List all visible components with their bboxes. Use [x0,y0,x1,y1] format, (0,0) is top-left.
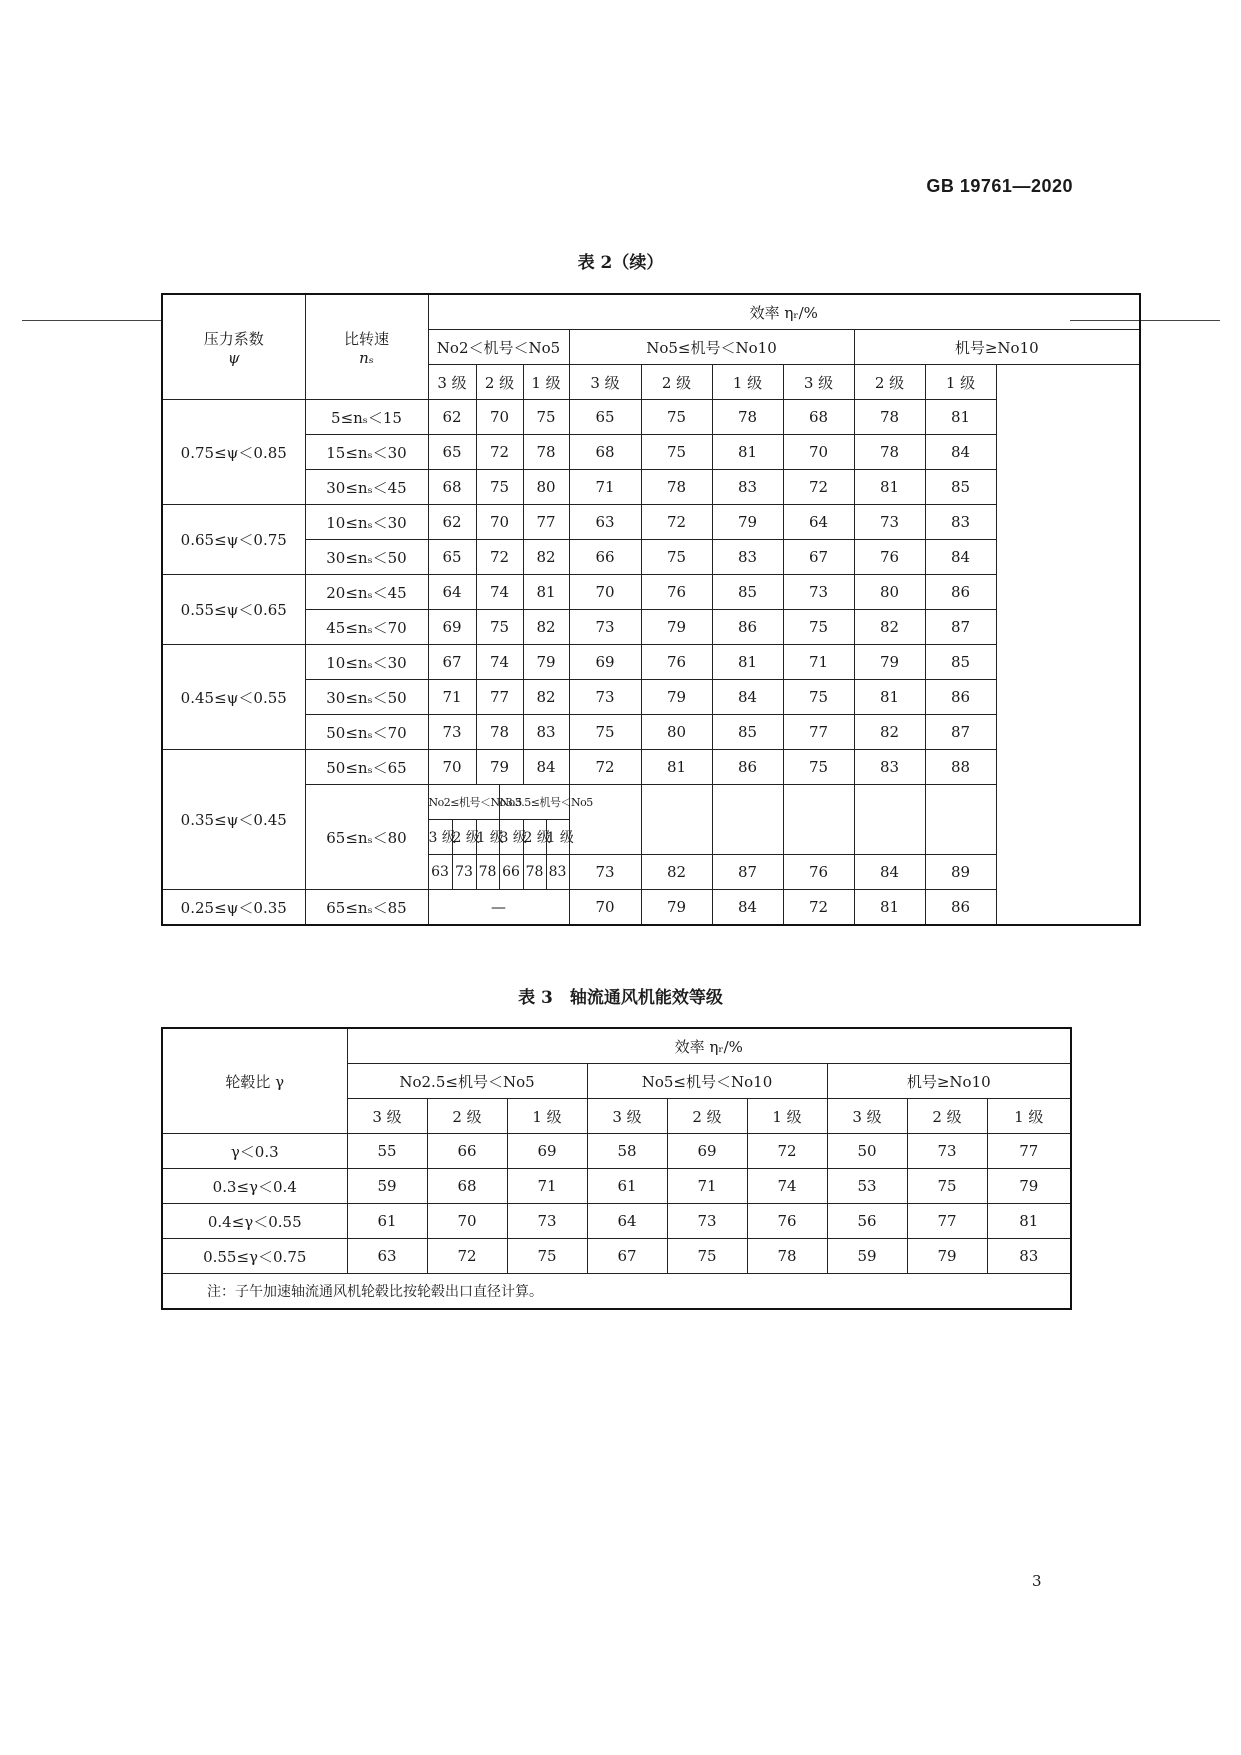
efficiency-value: 81 [712,645,783,680]
speed-range: 10≤nₛ＜30 [305,505,428,540]
efficiency-value: 78 [854,400,925,435]
efficiency-value: 81 [854,680,925,715]
efficiency-value: 76 [783,855,854,890]
efficiency-value: 80 [523,470,569,505]
header-grade: 3 级 [827,1099,907,1134]
efficiency-value: 64 [587,1204,667,1239]
pressure-range: 0.75≤ψ＜0.85 [162,400,305,505]
efficiency-value: 72 [747,1134,827,1169]
pressure-range: 0.35≤ψ＜0.45 [162,750,305,890]
efficiency-value: 55 [347,1134,427,1169]
speed-range: 30≤nₛ＜50 [305,680,428,715]
efficiency-value: 73 [569,680,641,715]
not-applicable-dash: — [428,890,569,926]
header-group: No2.5≤机号＜No5 [347,1064,587,1099]
efficiency-value: 68 [783,400,854,435]
efficiency-value: 79 [641,680,712,715]
efficiency-value: 63 [428,855,452,890]
efficiency-value: 75 [907,1169,987,1204]
header-grade: 1 级 [987,1099,1071,1134]
table-row [162,610,1140,645]
efficiency-value: 86 [712,610,783,645]
efficiency-value: 74 [476,575,523,610]
speed-range: 30≤nₛ＜45 [305,470,428,505]
efficiency-value: 79 [641,610,712,645]
pressure-symbol: ψ [227,348,240,367]
empty-cell [854,785,925,855]
efficiency-value: 78 [476,855,499,890]
table3-caption: 表 3 轴流通风机能效等级 [518,988,723,1008]
efficiency-value: 80 [641,715,712,750]
efficiency-value: 79 [641,890,712,926]
page-number: 3 [1032,1572,1042,1590]
speed-range: 5≤nₛ＜15 [305,400,428,435]
efficiency-value: 79 [523,645,569,680]
pressure-range: 0.65≤ψ＜0.75 [162,505,305,575]
header-grade: 3 级 [569,365,641,400]
efficiency-value: 73 [428,715,476,750]
pressure-range: 0.25≤ψ＜0.35 [162,890,305,926]
empty-cell [783,785,854,855]
efficiency-value: 78 [523,855,546,890]
efficiency-value: 69 [507,1134,587,1169]
efficiency-value: 71 [507,1169,587,1204]
efficiency-value: 86 [925,680,996,715]
hub-ratio-range: 0.3≤γ＜0.4 [162,1169,347,1204]
efficiency-value: 66 [427,1134,507,1169]
header-row [162,294,1140,330]
efficiency-value: 68 [428,470,476,505]
efficiency-value: 84 [712,890,783,926]
table-row [162,540,1140,575]
efficiency-value: 89 [925,855,996,890]
efficiency-value: 82 [523,680,569,715]
efficiency-value: 65 [569,400,641,435]
efficiency-value: 71 [428,680,476,715]
table-note: 注：子午加速轴流通风机轮毂比按轮毂出口直径计算。 [162,1274,1071,1310]
table-row [162,435,1140,470]
efficiency-value: 81 [854,890,925,926]
efficiency-value: 74 [476,645,523,680]
efficiency-value: 70 [569,890,641,926]
efficiency-value: 88 [925,750,996,785]
efficiency-value: 65 [428,435,476,470]
efficiency-value: 77 [987,1134,1071,1169]
efficiency-value: 87 [712,855,783,890]
sub-grade-header: 1 级 [546,820,569,855]
efficiency-value: 75 [523,400,569,435]
efficiency-value: 53 [827,1169,907,1204]
speed-range: 50≤nₛ＜70 [305,715,428,750]
efficiency-value: 82 [854,610,925,645]
table-row [162,1239,1071,1274]
efficiency-value: 75 [783,610,854,645]
efficiency-value: 75 [641,435,712,470]
sub-grade-header: 2 级 [523,820,546,855]
efficiency-value: 80 [854,575,925,610]
sub-group-header: No2≤机号＜No3.5 [428,785,499,820]
efficiency-value: 87 [925,715,996,750]
efficiency-value: 81 [523,575,569,610]
efficiency-value: 66 [569,540,641,575]
efficiency-value: 68 [569,435,641,470]
table-row [162,1134,1071,1169]
hub-ratio-range: γ＜0.3 [162,1134,347,1169]
efficiency-value: 79 [712,505,783,540]
header-grade: 3 级 [587,1099,667,1134]
table-row [162,400,1140,435]
efficiency-value: 58 [587,1134,667,1169]
header-group: No2＜机号＜No5 [428,330,569,365]
efficiency-value: 78 [476,715,523,750]
margin-rule-left [22,320,161,321]
efficiency-value: 75 [569,715,641,750]
efficiency-value: 72 [476,540,523,575]
efficiency-value: 62 [428,505,476,540]
efficiency-value: 86 [925,890,996,926]
efficiency-value: 72 [783,890,854,926]
header-grade: 2 级 [907,1099,987,1134]
table-row [162,645,1140,680]
efficiency-value: 78 [747,1239,827,1274]
speed-range: 45≤nₛ＜70 [305,610,428,645]
efficiency-value: 73 [667,1204,747,1239]
empty-cell [712,785,783,855]
efficiency-value: 82 [523,540,569,575]
efficiency-value: 62 [428,400,476,435]
header-efficiency: 效率 ηᵣ/% [428,294,1140,330]
efficiency-value: 70 [783,435,854,470]
header-grade: 1 级 [747,1099,827,1134]
header-grade: 3 级 [783,365,854,400]
header-grade: 1 级 [712,365,783,400]
efficiency-value: 70 [569,575,641,610]
efficiency-value: 83 [854,750,925,785]
efficiency-value: 67 [587,1239,667,1274]
efficiency-value: 75 [507,1239,587,1274]
header-grade: 3 级 [428,365,476,400]
efficiency-value: 71 [569,470,641,505]
efficiency-value: 70 [476,505,523,540]
efficiency-value: 79 [476,750,523,785]
speed-range: 65≤nₛ＜85 [305,890,428,926]
efficiency-value: 82 [523,610,569,645]
efficiency-value: 77 [907,1204,987,1239]
efficiency-value: 70 [428,750,476,785]
speed-label: 比转速 [343,329,389,348]
efficiency-value: 59 [347,1169,427,1204]
efficiency-value: 82 [641,855,712,890]
efficiency-value: 75 [641,400,712,435]
efficiency-value: 72 [641,505,712,540]
efficiency-value: 75 [641,540,712,575]
efficiency-value: 64 [783,505,854,540]
efficiency-value: 86 [925,575,996,610]
efficiency-value: 75 [476,610,523,645]
sub-group-header: No3.5≤机号＜No5 [499,785,569,820]
table-row [162,1169,1071,1204]
table-row [162,575,1140,610]
efficiency-value: 74 [747,1169,827,1204]
efficiency-value: 65 [428,540,476,575]
speed-range: 65≤nₛ＜80 [305,785,428,890]
efficiency-value: 73 [507,1204,587,1239]
efficiency-value: 81 [987,1204,1071,1239]
efficiency-value: 73 [569,610,641,645]
efficiency-value: 84 [925,540,996,575]
header-grade: 2 级 [667,1099,747,1134]
efficiency-value: 63 [569,505,641,540]
efficiency-value: 85 [712,575,783,610]
header-grade: 1 级 [507,1099,587,1134]
sub-grade-header: 3 级 [499,820,523,855]
efficiency-value: 63 [347,1239,427,1274]
efficiency-value: 77 [523,505,569,540]
efficiency-value: 78 [641,470,712,505]
efficiency-value: 76 [747,1204,827,1239]
speed-range: 50≤nₛ＜65 [305,750,428,785]
sub-grade-header: 2 级 [452,820,476,855]
efficiency-value: 75 [783,750,854,785]
efficiency-value: 69 [667,1134,747,1169]
efficiency-value: 78 [712,400,783,435]
efficiency-value: 83 [712,540,783,575]
efficiency-value: 83 [925,505,996,540]
table-row [162,785,1140,820]
efficiency-value: 87 [925,610,996,645]
speed-range: 30≤nₛ＜50 [305,540,428,575]
header-group: 机号≥No10 [827,1064,1071,1099]
header-group: No5≤机号＜No10 [569,330,854,365]
header-row [162,1028,1071,1064]
efficiency-value: 81 [712,435,783,470]
efficiency-value: 79 [987,1169,1071,1204]
efficiency-value: 76 [641,575,712,610]
table-row [162,750,1140,785]
header-grade: 2 级 [476,365,523,400]
efficiency-value: 81 [641,750,712,785]
pressure-range: 0.55≤ψ＜0.65 [162,575,305,645]
efficiency-value: 71 [783,645,854,680]
table-row [162,680,1140,715]
efficiency-value: 61 [347,1204,427,1239]
efficiency-value: 84 [925,435,996,470]
sub-grade-header: 1 级 [476,820,499,855]
efficiency-value: 76 [854,540,925,575]
pressure-range: 0.45≤ψ＜0.55 [162,645,305,750]
efficiency-value: 75 [476,470,523,505]
efficiency-value: 50 [827,1134,907,1169]
table-row [162,470,1140,505]
efficiency-value: 85 [925,470,996,505]
speed-range: 10≤nₛ＜30 [305,645,428,680]
efficiency-value: 79 [854,645,925,680]
standard-number: GB 19761—2020 [926,176,1073,196]
header-hub-ratio: 轮毂比 γ [162,1028,347,1134]
table-row [162,890,1140,926]
efficiency-value: 83 [523,715,569,750]
header-grade: 2 级 [641,365,712,400]
header-grade: 1 级 [523,365,569,400]
efficiency-value: 85 [712,715,783,750]
header-pressure-coefficient [162,294,305,400]
table2-caption: 表 2（续） [577,253,664,273]
efficiency-value: 71 [667,1169,747,1204]
speed-symbol: nₛ [359,348,374,367]
efficiency-value: 56 [827,1204,907,1239]
efficiency-value: 69 [569,645,641,680]
hub-ratio-range: 0.4≤γ＜0.55 [162,1204,347,1239]
efficiency-value: 75 [783,680,854,715]
header-specific-speed [305,294,428,400]
efficiency-value: 61 [587,1169,667,1204]
efficiency-value: 77 [783,715,854,750]
efficiency-value: 69 [428,610,476,645]
efficiency-value: 72 [427,1239,507,1274]
table-row [162,1204,1071,1239]
efficiency-value: 70 [476,400,523,435]
efficiency-value: 76 [641,645,712,680]
efficiency-value: 81 [854,470,925,505]
efficiency-value: 73 [854,505,925,540]
header-group: No5≤机号＜No10 [587,1064,827,1099]
table-3-axial-efficiency [161,1027,1072,1310]
empty-cell [925,785,996,855]
efficiency-value: 85 [925,645,996,680]
pressure-label: 压力系数 [203,329,264,348]
efficiency-value: 73 [569,855,641,890]
efficiency-value: 83 [987,1239,1071,1274]
hub-ratio-range: 0.55≤γ＜0.75 [162,1239,347,1274]
table-row [162,1274,1071,1310]
efficiency-value: 70 [427,1204,507,1239]
efficiency-value: 73 [907,1134,987,1169]
header-grade: 2 级 [854,365,925,400]
efficiency-value: 73 [783,575,854,610]
efficiency-value: 73 [452,855,476,890]
efficiency-value: 83 [546,855,569,890]
efficiency-value: 77 [476,680,523,715]
header-grade: 1 级 [925,365,996,400]
efficiency-value: 66 [499,855,523,890]
table-row [162,505,1140,540]
table-2-centrifugal-efficiency [161,293,1141,926]
efficiency-value: 83 [712,470,783,505]
efficiency-value: 84 [712,680,783,715]
empty-cell [569,785,641,855]
efficiency-value: 86 [712,750,783,785]
header-efficiency: 效率 ηᵣ/% [347,1028,1071,1064]
empty-cell [641,785,712,855]
speed-range: 20≤nₛ＜45 [305,575,428,610]
table-row [162,715,1140,750]
efficiency-value: 72 [569,750,641,785]
efficiency-value: 64 [428,575,476,610]
sub-grade-header: 3 级 [428,820,452,855]
efficiency-value: 72 [783,470,854,505]
efficiency-value: 59 [827,1239,907,1274]
efficiency-value: 84 [854,855,925,890]
efficiency-value: 78 [523,435,569,470]
efficiency-value: 75 [667,1239,747,1274]
header-group: 机号≥No10 [854,330,1140,365]
efficiency-value: 67 [783,540,854,575]
efficiency-value: 84 [523,750,569,785]
efficiency-value: 81 [925,400,996,435]
speed-range: 15≤nₛ＜30 [305,435,428,470]
header-grade: 3 级 [347,1099,427,1134]
efficiency-value: 67 [428,645,476,680]
header-grade: 2 级 [427,1099,507,1134]
efficiency-value: 68 [427,1169,507,1204]
efficiency-value: 72 [476,435,523,470]
efficiency-value: 79 [907,1239,987,1274]
efficiency-value: 78 [854,435,925,470]
efficiency-value: 82 [854,715,925,750]
